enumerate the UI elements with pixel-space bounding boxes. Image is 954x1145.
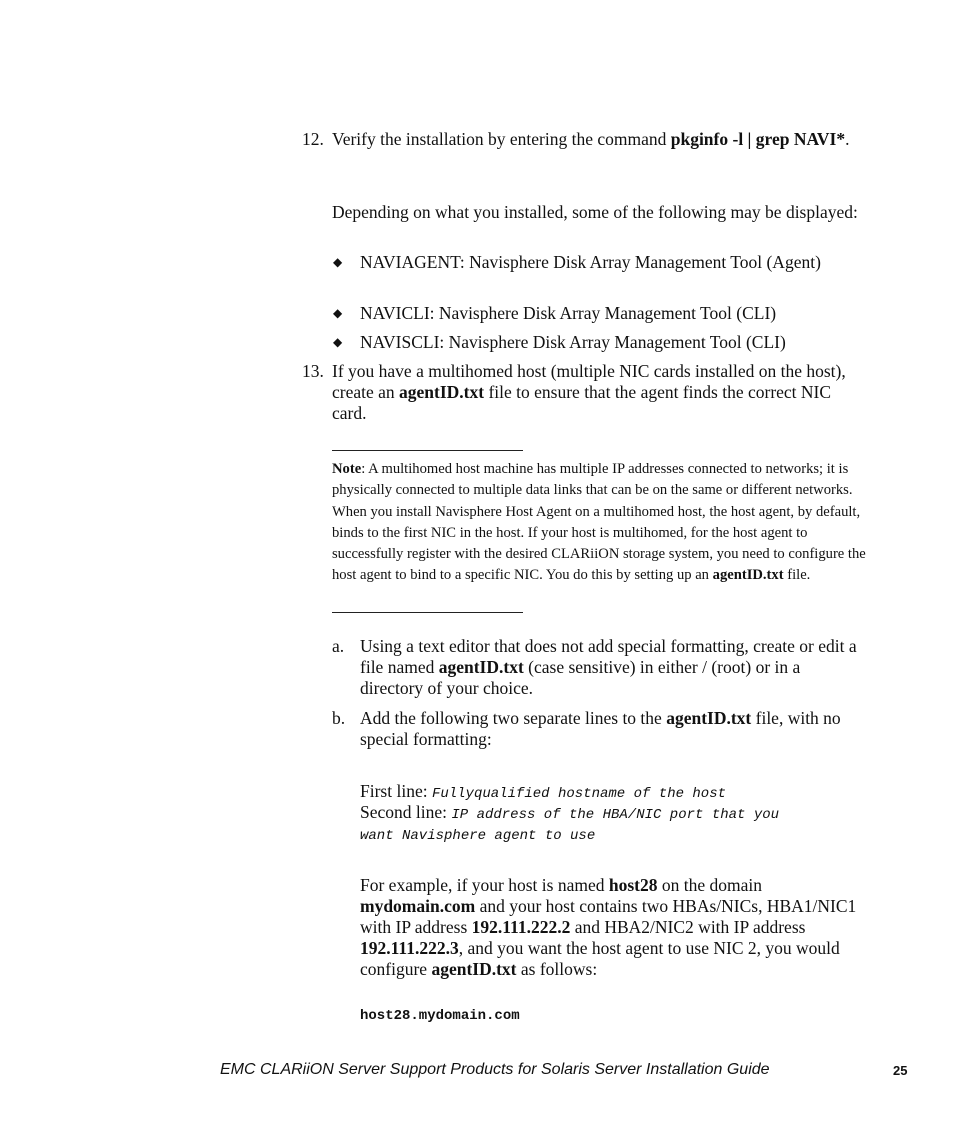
note-bottom-rule [332, 612, 523, 613]
example-text: , and you want the host agent to use NIC 2, you would configure [360, 938, 840, 979]
code-line: host28.mydomain.com [360, 1008, 520, 1024]
second-line-value-continued: want Navisphere agent to use [360, 828, 596, 844]
substep-a [332, 636, 862, 699]
bullet-item [333, 252, 862, 273]
bullet-item [333, 332, 862, 353]
step-number: 12. [302, 129, 324, 149]
ip-address: 192.111.222.3 [360, 938, 459, 958]
step-number: 13. [302, 361, 324, 381]
step-12-followup: Depending on what you installed, some of the following may be displayed: [332, 202, 858, 222]
second-line-continued [360, 823, 862, 847]
example-paragraph [360, 875, 862, 980]
substep-text-end: (case sensitive) in either / (root) or in a directory of your choice. [360, 657, 801, 698]
example-text: on the domain [657, 875, 762, 895]
bullet-diamond-icon: ◆ [333, 306, 343, 320]
host-name: host28 [608, 875, 658, 895]
bullet-diamond-icon: ◆ [333, 255, 343, 269]
step-12 [302, 129, 862, 150]
note-label: Note [332, 461, 362, 477]
substep-text-end: file, with no special formatting: [360, 708, 841, 749]
note-block [332, 459, 866, 587]
bullet-diamond-icon: ◆ [333, 335, 343, 349]
filename-text: agentID.txt [431, 959, 517, 979]
substep-letter: a. [332, 636, 345, 656]
filename-text: agentID.txt [712, 567, 784, 584]
command-text: pkginfo -l | grep NAVI* [670, 129, 846, 149]
step-text-end: file to ensure that the agent finds the correct NIC card. [332, 382, 832, 423]
example-text: and HBA2/NIC2 with IP address [570, 917, 806, 937]
substep-text: Using a text editor that does not add special formatting, create or edit a file named [360, 636, 857, 677]
substep-b [332, 708, 862, 750]
filename-text: agentID.txt [438, 657, 524, 677]
note-top-rule [332, 450, 523, 451]
substep-letter: b. [332, 708, 346, 728]
step-text: Verify the installation by entering the command [332, 129, 671, 149]
bullet-item [333, 303, 862, 324]
first-line-label: First line: [360, 781, 432, 801]
filename-text: agentID.txt [399, 382, 485, 402]
note-text: : A multihomed host machine has multiple IP addresses connected to networks; it is physically connected to multiple data links that can be on the same or different networks. When you install Navisphere Host Agent on a multihomed host, the host agent, by default, binds to the first NIC in the host. If your host is multihomed, for the host agent to successfully register with the desired CLARiiON storage system, you need to configure the host agent to bind to a specific NIC. You do this by setting up an [332, 461, 866, 584]
step-13 [302, 361, 862, 424]
step-text: If you have a multihomed host (multiple NIC cards installed on the host), create an [332, 361, 846, 402]
step-text-end: . [845, 129, 850, 149]
first-line-value: Fullyqualified hostname of the host [431, 786, 727, 802]
footer-title: EMC CLARiiON Server Support Products for Solaris Server Installation Guide [220, 1061, 770, 1078]
second-line-label: Second line: [360, 802, 452, 822]
example-text: For example, if your host is named [360, 875, 609, 895]
bullet-text: NAVISCLI: Navisphere Disk Array Management Tool (CLI) [360, 332, 786, 352]
bullet-text: NAVICLI: Navisphere Disk Array Management Tool (CLI) [360, 303, 777, 323]
note-text-end: file. [783, 567, 811, 584]
second-line-value: IP address of the HBA/NIC port that you [451, 807, 780, 823]
example-text: as follows: [516, 959, 598, 979]
example-text: and your host contains two HBAs/NICs, HBA1/NIC1 with IP address [360, 896, 857, 937]
bullet-text: NAVIAGENT: Navisphere Disk Array Management Tool (Agent) [360, 252, 821, 272]
substep-text: Add the following two separate lines to the [360, 708, 667, 728]
ip-address: 192.111.222.2 [471, 917, 571, 937]
filename-text: agentID.txt [666, 708, 752, 728]
domain-name: mydomain.com [360, 896, 476, 916]
page-number: 25 [893, 1063, 908, 1078]
